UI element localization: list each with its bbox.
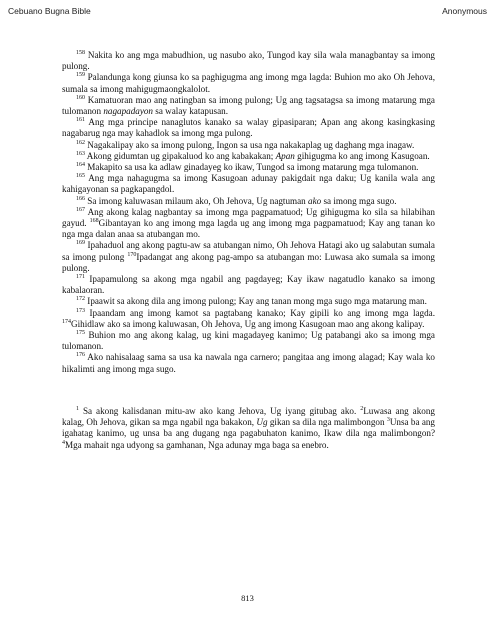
verse-text: Unsa ba ang igahatag kanimo, ug unsa ba ang dugang nga pagabuhaton kanimo, Ikaw dila nga malimbongon? (62, 417, 435, 439)
verse-text: Sa akong kalisdanan mitu-aw ako kang Jehova, Ug iyang gitubag ako. (79, 405, 361, 416)
verse-number: 172 (76, 296, 85, 303)
verse-paragraph (62, 95, 435, 117)
verse-text: Nagakalipay ako sa imong pulong, Ingon sa usa nga nakakaplag ug daghang mga inagaw. (85, 139, 415, 150)
verse-number: 170 (127, 251, 137, 258)
verse-text: Ipadangat ang akong pag-ampo sa atubangan mo: Luwasa ako sumala sa imong pulong. (62, 251, 435, 273)
running-header (8, 6, 487, 20)
verse-paragraph (62, 72, 435, 94)
verse-text: Makapito sa usa ka adlaw ginadayeg ko ikaw, Tungod sa imong matarung mga tulomanon. (85, 162, 419, 173)
verse-text: Gibantayan ko ang imong mga lagda ug ang imong mga pagpamatuod; Kay ang tanan ko nga mga dalan anaa sa atubangan mo. (62, 218, 435, 240)
verse-paragraph (62, 352, 435, 374)
verse-paragraph (62, 162, 435, 173)
verse-number: 164 (76, 162, 85, 169)
verse-paragraph (62, 240, 435, 274)
verse-number: 2 (360, 405, 364, 412)
verse-paragraph (62, 151, 435, 162)
verse-text: Mga mahait nga udyong sa gamhanan, Nga adunay mga baga sa enebro. (65, 439, 329, 450)
verse-number: 171 (76, 274, 85, 281)
verse-paragraph (62, 196, 435, 207)
verse-number: 158 (76, 50, 85, 56)
verse-paragraph (62, 50, 435, 72)
verse-text: Ang akong kalag nagbantay sa imong mga pagpamatuod; Ug gihigugma ko sila sa hilabihan gayud. (62, 206, 435, 229)
verse-number: 173 (76, 307, 85, 314)
verse-text: Ako nahisalaag sama sa usa ka nawala nga carnero; pangitaa ang imong alagad; Kay wala ko hikalimti ang imong mga sugo. (62, 352, 435, 374)
author-name: Anonymous (442, 6, 487, 16)
verse-text: Ipapamulong sa akong mga ngabil ang pagdayeg; Kay ikaw nagatudlo kanako sa imong kabalaoran. (62, 274, 435, 296)
verse-text: Kamatuoran mao ang natingban sa imong pulong; Ug ang tagsatagsa sa imong matarung mga tulomanon (62, 94, 435, 117)
verse-text: gihigugma ko ang imong Kasugoan. (294, 150, 430, 161)
verse-paragraph (62, 296, 435, 307)
verse-number: 175 (76, 330, 85, 337)
verse-text: Ipaandam ang imong kamot sa pagtabang kanako; Kay gipili ko ang imong mga lagda. (85, 307, 435, 318)
italic-word: nagapadayon (103, 106, 153, 117)
verse-text: sa imong mga sugo. (321, 195, 397, 206)
verse-paragraph (62, 173, 435, 195)
verse-number: 161 (76, 117, 85, 124)
verse-text: gikan sa dila nga malimbongon (267, 417, 387, 428)
verse-number: 1 (76, 405, 79, 412)
verse-text: Ang mga principe nanaglutos kanako sa walay gipasiparan; Apan ang akong kasingkasing nagabarug nga may kahadlok sa imong mga pulong. (62, 117, 435, 139)
verse-text: Ang mga nahagugma sa imong Kasugoan adunay pakigdait nga daku; Ug kanila wala ang kahigayonan sa pagkapangdol. (62, 173, 435, 195)
scripture-text (62, 50, 435, 451)
verse-paragraph (62, 207, 435, 241)
verse-number: 159 (76, 72, 85, 79)
italic-word: Apan (275, 150, 295, 161)
book-title: Cebuano Bugna Bible (8, 6, 91, 16)
verse-number: 166 (76, 195, 85, 202)
verse-paragraph (62, 308, 435, 330)
verse-paragraph (62, 330, 435, 352)
italic-word: Ug (256, 417, 268, 428)
verse-paragraph (62, 274, 435, 296)
verse-text: Luwasa ang akong kalag, Oh Jehova, gikan sa mga ngabil nga bakakon, (62, 405, 435, 428)
verse-number: 176 (76, 352, 85, 359)
verse-paragraph (62, 140, 435, 151)
page-number: 813 (241, 593, 254, 603)
verse-text: Nakita ko ang mga mabudhion, ug nasubo ako, Tungod kay sila wala managbantay sa imong pulong. (62, 50, 435, 72)
verse-number: 3 (386, 417, 390, 424)
verse-number: 162 (76, 139, 85, 146)
verse-text: sa walay katapusan. (153, 106, 229, 117)
verse-text: Ipaawit sa akong dila ang imong pulong; Kay ang tanan mong mga sugo mga matarung man. (85, 296, 427, 307)
verse-text: Sa imong kaluwasan milaum ako, Oh Jehova, Ug nagtuman (85, 195, 309, 206)
verse-number: 163 (76, 150, 85, 157)
verse-paragraph (62, 117, 435, 139)
verse-text: Akong gidumtan ug gipakaluod ko ang kabakakan; (85, 150, 276, 161)
verse-number: 165 (76, 173, 85, 180)
verse-number: 167 (76, 206, 85, 213)
verse-number: 168 (89, 218, 99, 225)
verse-number: 174 (62, 318, 71, 325)
verse-text: Gihidlaw ako sa imong kaluwasan, Oh Jehova, Ug ang imong Kasugoan mao ang akong kalipay. (71, 318, 425, 329)
verse-number: 169 (76, 240, 85, 247)
italic-word: ako (308, 195, 322, 206)
verse-text: Buhion mo ang akong kalag, ug kini magadayeg kanimo; Ug patabangi ako sa imong mga tulomanon. (62, 330, 435, 352)
verse-number: 4 (62, 439, 65, 446)
verse-number: 160 (76, 94, 85, 101)
verse-text: Palandunga kong giunsa ko sa paghigugma ang imong mga lagda: Buhion mo ako Oh Jehova, sumala sa imong mahigugmaongkalolot. (62, 72, 435, 94)
chapter-paragraph (62, 406, 435, 451)
verse-text: Ipahaduol ang akong pagtu-aw sa atubangan nimo, Oh Jehova Hatagi ako ug salabutan sumala sa imong pulong (62, 240, 435, 262)
